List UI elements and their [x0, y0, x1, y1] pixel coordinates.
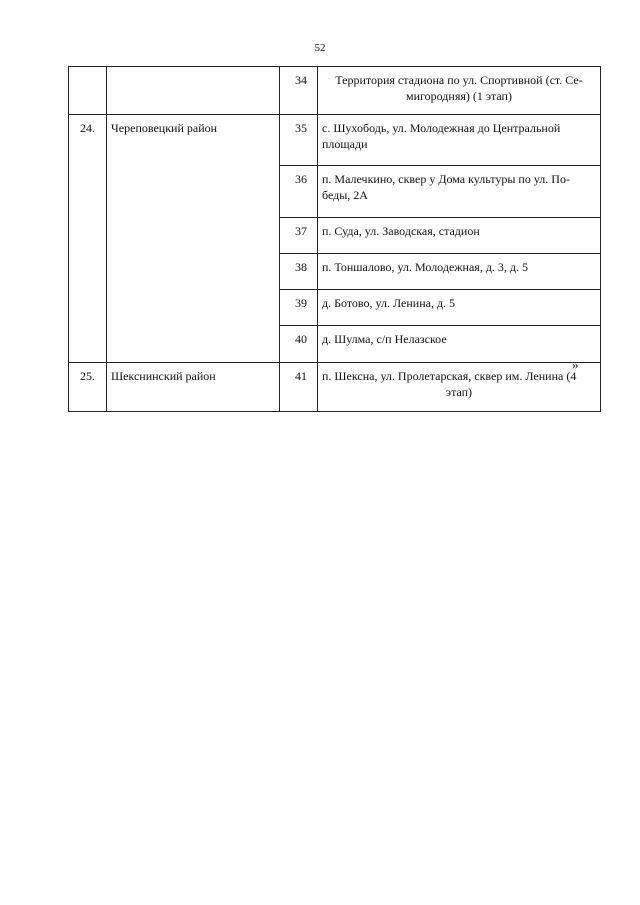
object-number-cell: 37 — [280, 218, 318, 254]
object-number-cell: 39 — [280, 290, 318, 326]
object-number-cell: 41 — [280, 363, 318, 412]
table-row — [69, 363, 601, 412]
page-number: 52 — [314, 42, 326, 54]
row-number-cell: 24. — [69, 115, 107, 363]
row-number-cell: 25. — [69, 363, 107, 412]
object-number-cell: 34 — [280, 67, 318, 115]
object-name-cell: п. Тоншалово, ул. Молодежная, д. 3, д. 5 — [318, 254, 601, 290]
object-number-cell: 38 — [280, 254, 318, 290]
district-cell — [107, 67, 280, 115]
object-name-cell — [318, 363, 601, 412]
object-name-cell: д. Ботово, ул. Ленина, д. 5 — [318, 290, 601, 326]
object-name-cell: д. Шулма, с/п Нелазское — [318, 326, 601, 363]
row-number-cell — [69, 67, 107, 115]
table-row — [69, 67, 601, 115]
object-name-cell: п. Малечкино, сквер у Дома культуры по ул. По-беды, 2А — [318, 166, 601, 218]
object-name-cell: п. Суда, ул. Заводская, стадион — [318, 218, 601, 254]
district-cell: Череповецкий район — [107, 115, 280, 363]
object-number-cell: 36 — [280, 166, 318, 218]
object-number-cell: 35 — [280, 115, 318, 166]
district-cell: Шекснинский район — [107, 363, 280, 412]
object-name-line-2: этап) — [445, 385, 473, 400]
object-name-line-1: п. Шексна, ул. Пролетарская, сквер им. Ленина (4 — [322, 369, 577, 383]
object-name-cell: с. Шухободь, ул. Молодежная до Центральной площади — [318, 115, 601, 166]
table-row — [69, 115, 601, 166]
object-name-cell: Территория стадиона по ул. Спортивной (ст. Се-мигородняя) (1 этап) — [318, 67, 601, 115]
objects-table — [68, 66, 601, 412]
closing-quote-mark: » — [572, 357, 579, 372]
object-number-cell: 40 — [280, 326, 318, 363]
